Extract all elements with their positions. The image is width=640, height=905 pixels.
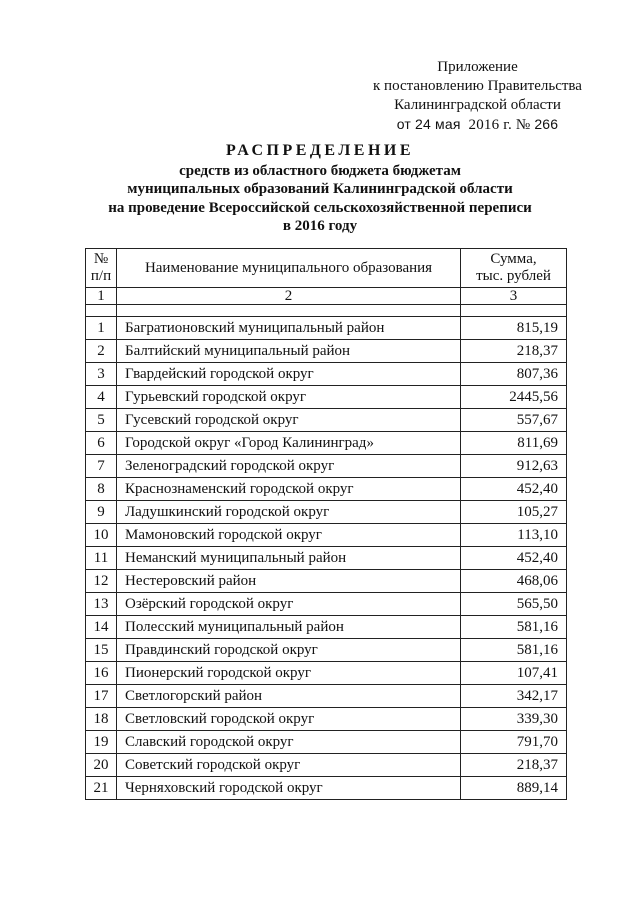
table-row [86,478,567,501]
table-row [86,386,567,409]
table-row [86,616,567,639]
municipality-name: Славский городской округ [117,731,461,754]
date-year: 2016 г. № [468,117,531,133]
amount-value: 565,50 [461,593,567,616]
table-row [86,639,567,662]
amount-value: 791,70 [461,731,567,754]
row-number: 21 [86,777,117,800]
header-sum: Сумма, тыс. рублей [461,249,567,288]
amount-value: 581,16 [461,639,567,662]
title-line-3: на проведение Всероссийской сельскохозяйственной переписи [108,199,532,216]
table-spacer-row [86,305,567,317]
table-row [86,547,567,570]
table-row [86,524,567,547]
amount-value: 807,36 [461,363,567,386]
amount-value: 889,14 [461,777,567,800]
row-number: 5 [86,409,117,432]
municipality-name: Гвардейский городской округ [117,363,461,386]
appendix-header [370,58,585,135]
distribution-table [85,248,567,800]
amount-value: 581,16 [461,616,567,639]
table-header-row [86,249,567,288]
row-number: 17 [86,685,117,708]
municipality-name: Балтийский муниципальный район [117,340,461,363]
municipality-name: Пионерский городской округ [117,662,461,685]
row-number: 18 [86,708,117,731]
municipality-name: Багратионовский муниципальный район [117,317,461,340]
row-number: 11 [86,547,117,570]
municipality-name: Краснознаменский городской округ [117,478,461,501]
amount-value: 218,37 [461,754,567,777]
table-row [86,593,567,616]
row-number: 4 [86,386,117,409]
appendix-region-line: Калининградской области [394,97,561,113]
title-line-4: в 2016 году [282,218,358,234]
row-number: 19 [86,731,117,754]
header-number: № п/п [86,249,117,288]
title-line-2: муниципальных образований Калининградской области [127,181,513,197]
header-name: Наименование муниципального образования [117,249,461,288]
row-number: 15 [86,639,117,662]
table-row [86,455,567,478]
row-number: 8 [86,478,117,501]
amount-value: 452,40 [461,547,567,570]
row-number: 2 [86,340,117,363]
index-cell: 1 [86,288,117,305]
row-number: 12 [86,570,117,593]
row-number: 9 [86,501,117,524]
amount-value: 105,27 [461,501,567,524]
index-cell: 3 [461,288,567,305]
row-number: 16 [86,662,117,685]
appendix-resolution-line: к постановлению Правительства [373,78,582,94]
amount-value: 113,10 [461,524,567,547]
municipality-name: Черняховский городской округ [117,777,461,800]
municipality-name: Полесский муниципальный район [117,616,461,639]
table-row [86,708,567,731]
amount-value: 912,63 [461,455,567,478]
table-row [86,731,567,754]
amount-value: 342,17 [461,685,567,708]
row-number: 6 [86,432,117,455]
row-number: 7 [86,455,117,478]
municipality-name: Гурьевский городской округ [117,386,461,409]
table-row [86,501,567,524]
date-day-month: 24 мая [414,116,461,132]
table-row [86,685,567,708]
row-number: 14 [86,616,117,639]
municipality-name: Зеленоградский городской округ [117,455,461,478]
amount-value: 107,41 [461,662,567,685]
municipality-name: Неманский муниципальный район [117,547,461,570]
appendix-label: Приложение [437,59,518,75]
row-number: 20 [86,754,117,777]
amount-value: 811,69 [461,432,567,455]
municipality-name: Правдинский городской округ [117,639,461,662]
amount-value: 557,67 [461,409,567,432]
amount-value: 468,06 [461,570,567,593]
amount-value: 218,37 [461,340,567,363]
municipality-name: Городской округ «Город Калининград» [117,432,461,455]
table-row [86,340,567,363]
municipality-name: Нестеровский район [117,570,461,593]
table-row [86,777,567,800]
table-row [86,363,567,386]
index-cell: 2 [117,288,461,305]
row-number: 3 [86,363,117,386]
date-prefix: от [396,116,412,132]
municipality-name: Светловский городской округ [117,708,461,731]
municipality-name: Мамоновский городской округ [117,524,461,547]
amount-value: 815,19 [461,317,567,340]
row-number: 13 [86,593,117,616]
amount-value: 452,40 [461,478,567,501]
document-number: 266 [534,116,559,132]
municipality-name: Советский городской округ [117,754,461,777]
municipality-name: Гусевский городской округ [117,409,461,432]
amount-value: 2445,56 [461,386,567,409]
amount-value: 339,30 [461,708,567,731]
title-line-1: средств из областного бюджета бюджетам [179,162,461,179]
municipality-name: Ладушкинский городской округ [117,501,461,524]
title-heading: РАСПРЕДЕЛЕНИЕ [225,142,415,159]
appendix-date-line [370,115,585,135]
document-title [0,142,640,236]
municipality-name: Светлогорский район [117,685,461,708]
table-index-row [86,288,567,305]
table-row [86,409,567,432]
table-row [86,570,567,593]
table-row [86,662,567,685]
municipality-name: Озёрский городской округ [117,593,461,616]
table-row [86,317,567,340]
row-number: 10 [86,524,117,547]
table-row [86,754,567,777]
table-row [86,432,567,455]
table-body [86,317,567,800]
row-number: 1 [86,317,117,340]
